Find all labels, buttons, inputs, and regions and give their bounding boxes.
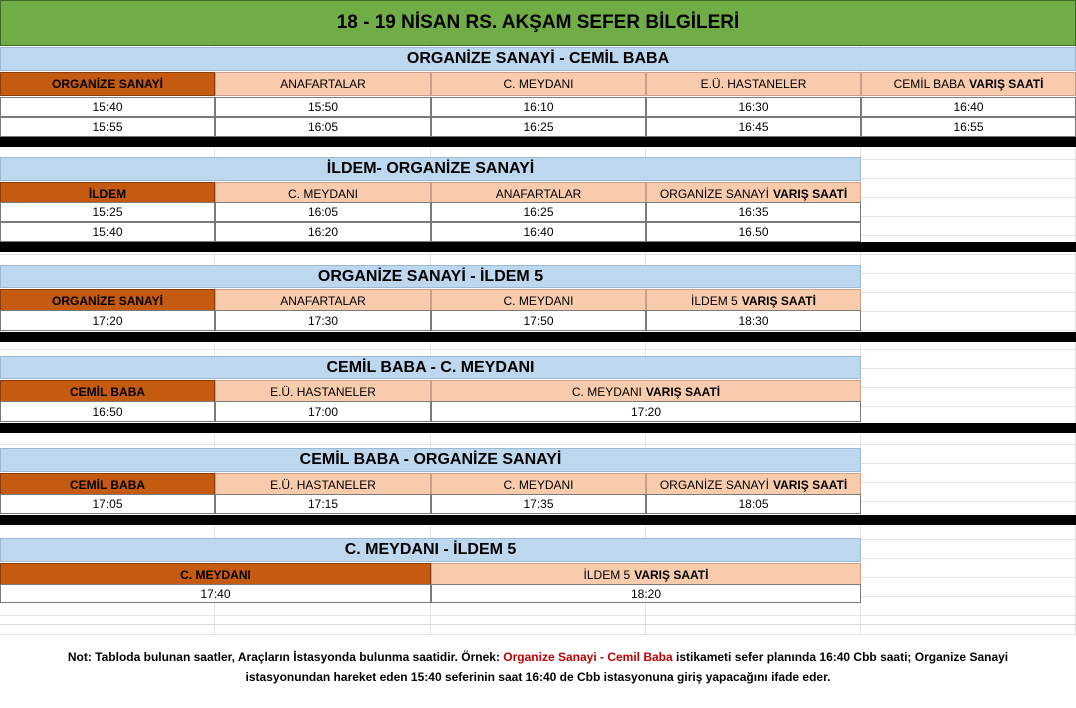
time-cell: 15:25 [0,202,215,222]
stop-name: ORGANİZE SANAYİ [659,187,769,201]
route-title: CEMİL BABA - ORGANİZE SANAYİ [0,448,861,472]
arrival-label: VARIŞ SAATİ [969,77,1044,91]
stop-name: E.Ü. HASTANELER [700,77,807,91]
time-cell: 17:05 [0,494,215,514]
page-title: 18 - 19 NİSAN RS. AKŞAM SEFER BİLGİLERİ [0,0,1076,46]
grid-cell [861,179,1076,198]
route-title: ORGANİZE SANAYİ - CEMİL BABA [0,47,1076,71]
grid-cell [861,293,1076,312]
stop-name: E.Ü. HASTANELER [270,478,376,492]
grid-cell [861,445,1076,464]
time-cell: 16:35 [646,202,861,222]
time-cell: 16:05 [215,117,431,137]
time-cell: 16:40 [861,97,1076,117]
time-cell: 16:25 [431,117,646,137]
stop-name: ORGANİZE SANAYİ [52,77,163,91]
stop-name: CEMİL BABA [893,77,966,91]
time-cell: 16:30 [646,97,861,117]
time-cell: 16:45 [646,117,861,137]
stop-name: İLDEM [88,187,127,201]
route-title: ORGANİZE SANAYİ - İLDEM 5 [0,265,861,288]
time-cell: 16:55 [861,117,1076,137]
arrival-label: VARIŞ SAATİ [772,478,848,492]
stop-name: İLDEM 5 [691,294,738,308]
stop-name: ANAFARTALAR [495,187,582,201]
section-separator [0,332,1076,342]
time-cell: 15:40 [0,222,215,242]
grid-cell [861,312,1076,331]
time-cell: 18:05 [646,494,861,514]
grid-cell [861,350,1076,369]
grid-cell [861,274,1076,293]
stop-header [646,72,861,96]
stop-name: C. MEYDANI [571,385,642,399]
time-cell: 18:30 [646,310,861,331]
time-cell: 15:50 [215,97,431,117]
time-cell: 16:10 [431,97,646,117]
stop-name: ORGANİZE SANAYİ [659,478,769,492]
destination-stop-header [861,72,1076,96]
section-separator [0,515,1076,525]
origin-stop-header [0,72,215,96]
stop-header [215,72,431,96]
stop-name: ANAFARTALAR [280,77,366,91]
arrival-label: VARIŞ SAATİ [634,568,709,582]
time-cell: 18:20 [431,584,861,603]
section-separator [0,137,1076,147]
time-cell: 16:50 [0,401,215,422]
time-cell: 16:25 [431,202,646,222]
grid-cell [861,483,1076,502]
route-title: CEMİL BABA - C. MEYDANI [0,356,861,379]
grid-cell [861,540,1076,559]
time-cell: 17:35 [431,494,646,514]
route-title: C. MEYDANI - İLDEM 5 [0,538,861,562]
time-cell: 17:20 [0,310,215,331]
stop-name: E.Ü. HASTANELER [270,385,376,399]
footnote-highlight: Organize Sanayi - Cemil Baba [503,649,673,664]
stop-name: İLDEM 5 [583,568,631,582]
grid-cell [861,255,1076,274]
grid-cell [861,597,1076,616]
stop-name: C. MEYDANI [503,478,574,492]
grid-cell [861,369,1076,388]
time-cell: 16:40 [431,222,646,242]
time-cell: 17:50 [431,310,646,331]
footnote-prefix: Not: Tabloda bulunan saatler, Araçların İstasyonda bulunma saatidir. Örnek: [67,649,504,664]
stop-name: ANAFARTALAR [280,294,366,308]
stop-name: ORGANİZE SANAYİ [52,294,163,308]
grid-cell [861,160,1076,179]
stop-header [431,72,646,96]
grid-cell [861,559,1076,578]
time-cell: 16:20 [215,222,431,242]
arrival-label: VARIŞ SAATİ [645,385,721,399]
grid-cell [861,388,1076,407]
stop-name: CEMİL BABA [69,478,146,492]
stop-name: C. MEYDANI [503,294,574,308]
footnote [0,624,1076,708]
footnote-text [30,647,1046,687]
stop-name: C. MEYDANI [503,77,574,91]
time-cell: 17:30 [215,310,431,331]
time-cell: 17:40 [0,584,431,603]
grid-cell [861,198,1076,217]
arrival-label: VARIŞ SAATİ [772,187,848,201]
section-separator [0,423,1076,433]
grid-cell [861,217,1076,236]
time-cell: 17:00 [215,401,431,422]
grid-cell [861,464,1076,483]
footnote-suffix: istikameti sefer planında 16:40 Cbb saati; Organize Sanayi istasyonundan hareket eden 15:40 seferinin saat 16:40 de Cbb istasyonuna giriş yapacağını ifade eder. [245,649,1009,684]
stop-name: C. MEYDANI [287,187,358,201]
route-title: İLDEM- ORGANİZE SANAYİ [0,157,861,181]
time-cell: 16.50 [646,222,861,242]
stop-name: CEMİL BABA [69,385,146,399]
time-cell: 17:15 [215,494,431,514]
section-separator [0,242,1076,252]
arrival-label: VARIŞ SAATİ [741,294,816,308]
grid-cell [861,578,1076,597]
stop-name: C. MEYDANI [180,568,251,582]
time-cell: 16:05 [215,202,431,222]
time-cell: 15:55 [0,117,215,137]
time-cell: 17:20 [431,401,861,422]
time-cell: 15:40 [0,97,215,117]
